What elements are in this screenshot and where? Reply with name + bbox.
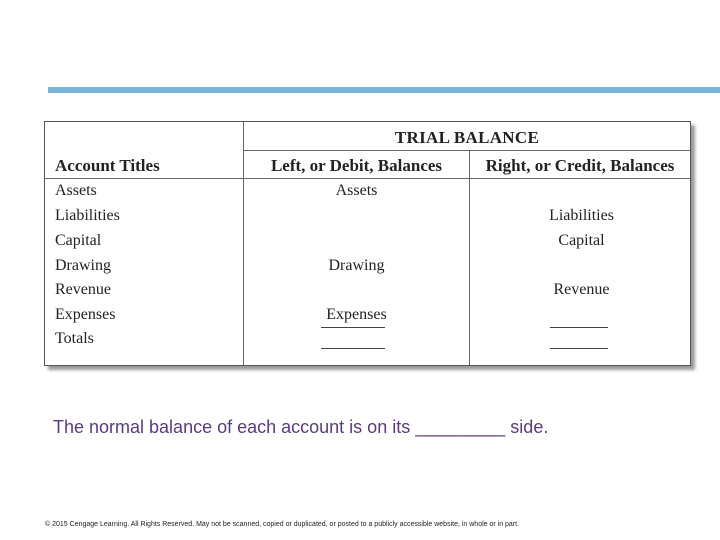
debit-subtotal-rule [321, 327, 385, 328]
credit-subtotal-rule [550, 327, 608, 328]
question-text: The normal balance of each account is on its _________ side. [53, 417, 549, 437]
row-title-totals: Totals [55, 330, 94, 347]
debit-drawing: Drawing [328, 257, 385, 274]
trial-balance-title: TRIAL BALANCE [394, 128, 540, 147]
row-title-capital: Capital [55, 232, 102, 249]
column-divider-2 [469, 150, 470, 365]
row-title-drawing: Drawing [55, 257, 111, 274]
copyright-notice: © 2015 Cengage Learning. All Rights Reserved. May not be scanned, copied or duplicated, or posted to a publicly accessible website, in whole or in part. [45, 521, 520, 528]
credit-total-rule [550, 348, 608, 349]
debit-total-rule [321, 348, 385, 349]
credit-revenue: Revenue [553, 281, 610, 298]
header-right-credit: Right, or Credit, Balances [485, 156, 675, 175]
row-title-expenses: Expenses [55, 306, 116, 323]
row-title-revenue: Revenue [55, 281, 111, 298]
header-account-titles: Account Titles [55, 156, 160, 175]
trial-balance-table [44, 121, 691, 366]
credit-capital: Capital [558, 232, 605, 249]
top-accent-bar [48, 87, 720, 93]
row-title-liabilities: Liabilities [55, 207, 120, 224]
header-divider [45, 178, 690, 179]
header-left-debit: Left, or Debit, Balances [270, 156, 443, 175]
debit-assets: Assets [335, 182, 378, 199]
row-title-assets: Assets [55, 182, 97, 199]
title-divider [243, 150, 690, 151]
credit-liabilities: Liabilities [549, 207, 614, 224]
debit-expenses: Expenses [326, 306, 387, 323]
